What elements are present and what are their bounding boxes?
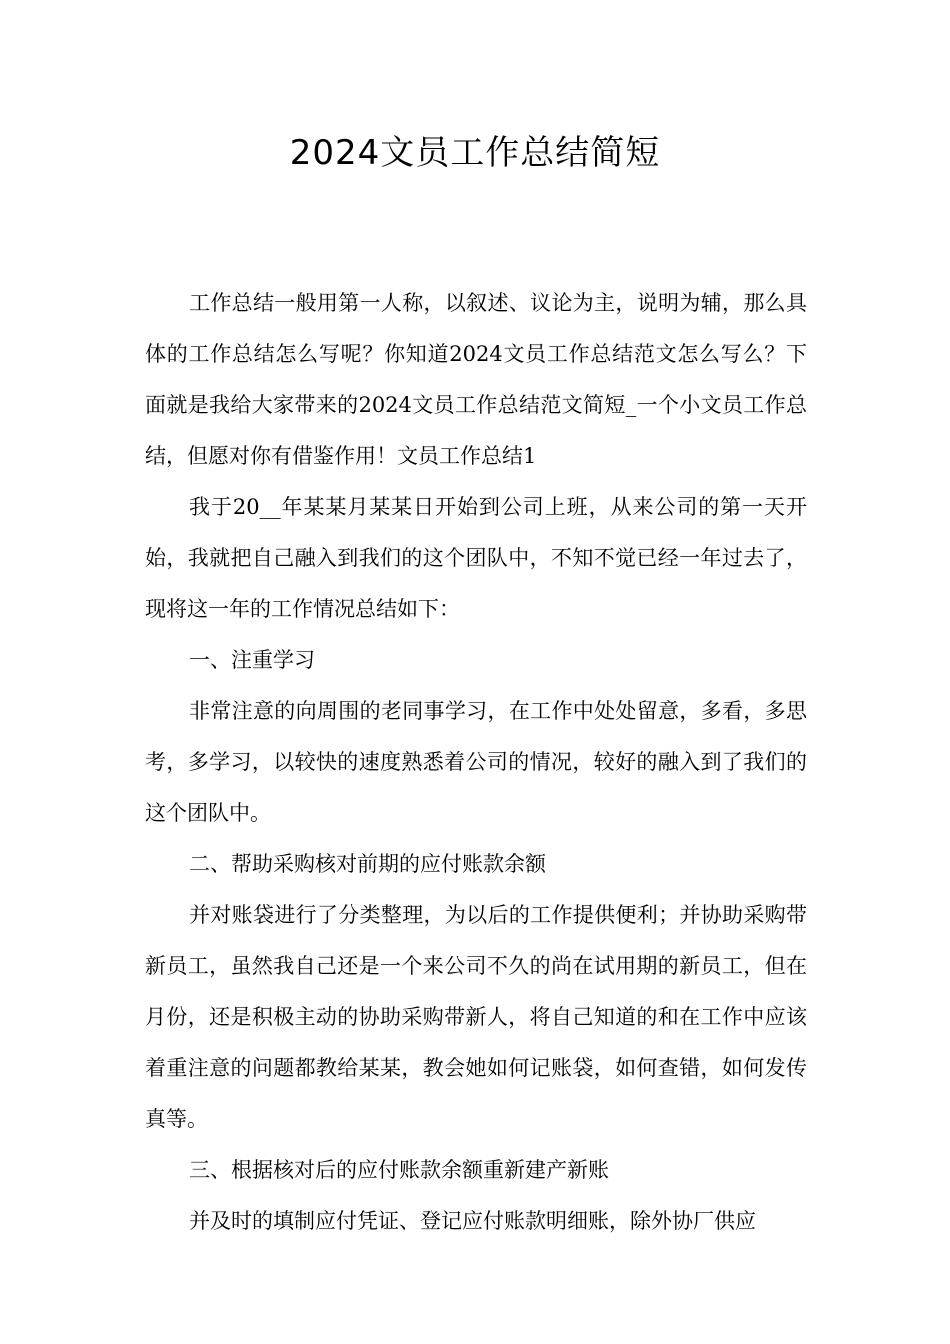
section-heading-2: 二、帮助采购核对前期的应付账款余额 [189,852,546,876]
document-body [145,278,807,1247]
section-heading-3: 三、根据核对后的应付账款余额重新建产新账 [189,1158,609,1182]
section-1-paragraph: 非常注意的向周围的老同事学习，在工作中处处留意，多看，多思考，多学习，以较快的速度熟悉着公司的情况，较好的融入到了我们的这个团队中。 [145,699,807,825]
document-title: 2024文员工作总结简短 [289,133,661,173]
opening-paragraph: 我于20__年某某月某某日开始到公司上班，从来公司的第一天开始，我就把自己融入到我们的这个团队中，不知不觉已经一年过去了，现将这一年的工作情况总结如下： [145,495,807,621]
section-2-paragraph: 并对账袋进行了分类整理，为以后的工作提供便利；并协助采购带新员工，虽然我自己还是一个来公司不久的尚在试用期的新员工，但在月份，还是积极主动的协助采购带新人，将自己知道的和在工作中应该着重注意的问题都教给某某，教会她如何记账袋，如何查错，如何发传真等。 [145,903,807,1131]
intro-paragraph: 工作总结一般用第一人称，以叙述、议论为主，说明为辅，那么具体的工作总结怎么写呢？你知道2024文员工作总结范文怎么写么？下面就是我给大家带来的2024文员工作总结范文简短_一个小文员工作总结，但愿对你有借鉴作用！文员工作总结1 [145,291,807,468]
section-3-paragraph: 并及时的填制应付凭证、登记应付账款明细账，除外协厂供应 [189,1209,756,1233]
section-heading-1: 一、注重学习 [189,648,315,672]
